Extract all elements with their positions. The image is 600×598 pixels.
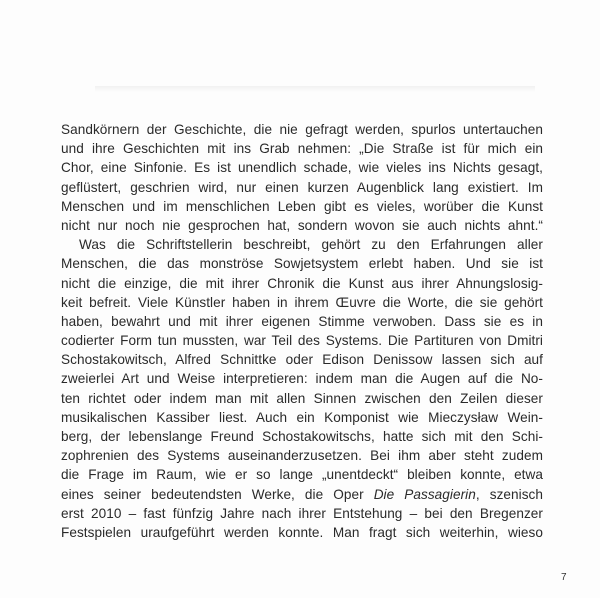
page-number: 7 [561,572,567,583]
text-line: und ihre Geschichten mit ins Grab nehmen: „Die Straße ist für mich ein [61,141,543,157]
text-line: Menschen und im menschlichen Leben gibt es vieles, worüber die Kunst [61,198,543,214]
scan-shadow [95,86,535,92]
text-line: codierter Form tun mussten, war Teil des Systems. Die Partituren von Dmitri [61,333,543,349]
text-line: haben, bewahrt und mit ihrer eigenen Stimme verwoben. Dass sie es in [61,313,543,329]
text-line: keit befreit. Viele Künstler haben in ihrem Œuvre die Worte, die sie gehört [61,294,543,310]
text-line: Festspielen uraufgeführt werden konnte. Man fragt sich weiterhin, wieso [61,524,543,540]
text-line-with-title [61,485,543,504]
opera-title: Die Passagierin [373,486,476,502]
text-line: Schostakowitsch, Alfred Schnittke oder Edison Denissow lassen sich auf [61,352,543,368]
text-line: zophrenien des Systems auseinanderzusetzen. Bei ihm aber steht zudem [61,448,543,464]
text-line: Chor, eine Sinfonie. Es ist unendlich schade, wie vieles ins Nichts gesagt, [61,160,543,176]
text-line: Menschen, die das monströse Sowjetsystem erlebt haben. Und sie ist [61,256,543,272]
text-line: musikalischen Kassiber liest. Auch ein Komponist wie Mieczysław Wein- [61,409,543,425]
text-line: geflüstert, geschrien wird, nur einen kurzen Augenblick lang existiert. Im [61,179,543,195]
body-text [61,120,543,542]
text-fragment: eines seiner bedeutendsten Werke, die Oper [61,486,374,502]
text-line: nicht die einzige, die mit ihrer Chronik die Kunst aus ihrer Ahnungslosig- [61,275,543,291]
text-line: erst 2010 – fast fünfzig Jahre nach ihrer Entstehung – bei den Bregenzer [61,505,543,521]
text-line: Was die Schriftstellerin beschreibt, gehört zu den Erfahrungen aller [79,237,543,253]
text-line: nicht nur noch nie gesprochen hat, sondern wovon sie auch nichts ahnt.“ [61,217,543,233]
text-fragment: , szenisch [475,486,544,502]
text-line: zweierlei Art und Weise interpretieren: indem man die Augen auf die No- [61,371,543,387]
text-line: die Frage im Raum, wie er so lange „unentdeckt“ bleiben konnte, etwa [61,467,543,483]
text-line: Sandkörnern der Geschichte, die nie gefragt werden, spurlos untertauchen [61,122,543,137]
text-line: ten richtet oder indem man mit allen Sinnen zwischen den Zeilen dieser [61,390,543,406]
text-line: berg, der lebenslange Freund Schostakowitschs, hatte sich mit den Schi- [61,429,543,444]
